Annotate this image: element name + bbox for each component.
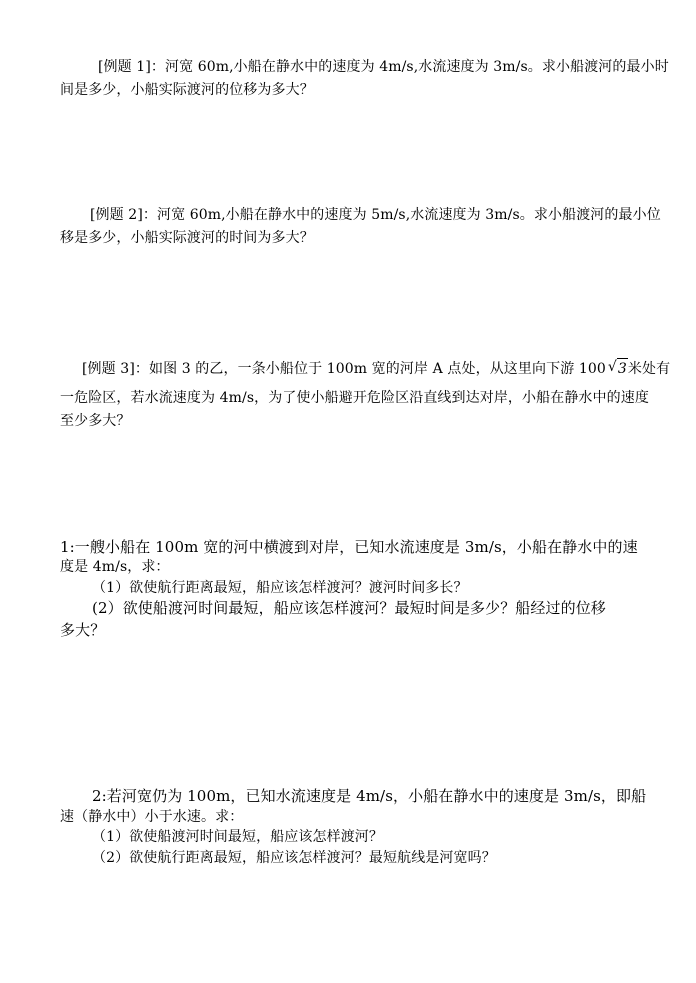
- question-1-line-3: （1）欲使航行距离最短，船应该怎样渡河？渡河时间多长？: [92, 580, 468, 596]
- example-3-line-3: 至少多大？: [60, 413, 131, 429]
- example-3-line-1: [82, 358, 670, 379]
- question-1-line-4: (2）欲使船渡河时间最短，船应该怎样渡河？最短时间是多少？船经过的位移: [92, 599, 606, 617]
- question-2-line-4: （2）欲使航行距离最短，船应该怎样渡河？最短航线是河宽吗？: [92, 850, 496, 866]
- example-3-line-2: 一危险区，若水流速度为 4m/s，为了使小船避开危险区沿直线到达对岸，小船在静水中的速度: [60, 390, 649, 406]
- example-1-line-1: [例题 1]：河宽 60m,小船在静水中的速度为 4m/s,水流速度为 3m/s。求小船渡河的最小时: [98, 59, 669, 75]
- example-2-line-2: 移是多少，小船实际渡河的时间为多大？: [60, 230, 314, 246]
- question-1-line-5: 多大？: [60, 621, 106, 639]
- example-2-line-1: [例题 2]：河宽 60m,小船在静水中的速度为 5m/s,水流速度为 3m/s。求小船渡河的最小位: [90, 207, 661, 223]
- sqrt-expression: [608, 358, 628, 379]
- question-1-line-2: 度是 4m/s，求：: [60, 559, 170, 575]
- question-2-line-3: （1）欲使船渡河时间最短，船应该怎样渡河？: [92, 829, 384, 845]
- example-3-text-a: [例题 3]：如图 3 的乙，一条小船位于 100m 宽的河岸 A 点处，从这里向下游 100: [82, 361, 606, 377]
- question-1-line-1: 1:一艘小船在 100m 宽的河中横渡到对岸，已知水流速度是 3m/s，小船在静水中的速: [60, 538, 638, 556]
- sqrt-icon: √: [607, 359, 617, 375]
- example-1-line-2: 间是多少，小船实际渡河的位移为多大？: [60, 82, 314, 98]
- sqrt-radicand: 3: [617, 358, 628, 379]
- example-3-text-b: 米处有: [627, 361, 671, 377]
- question-2-line-1: 2:若河宽仍为 100m，已知水流速度是 4m/s，小船在静水中的速度是 3m/s，即船: [92, 787, 647, 805]
- question-2-line-2: 速（静水中）小于水速。求：: [60, 809, 244, 825]
